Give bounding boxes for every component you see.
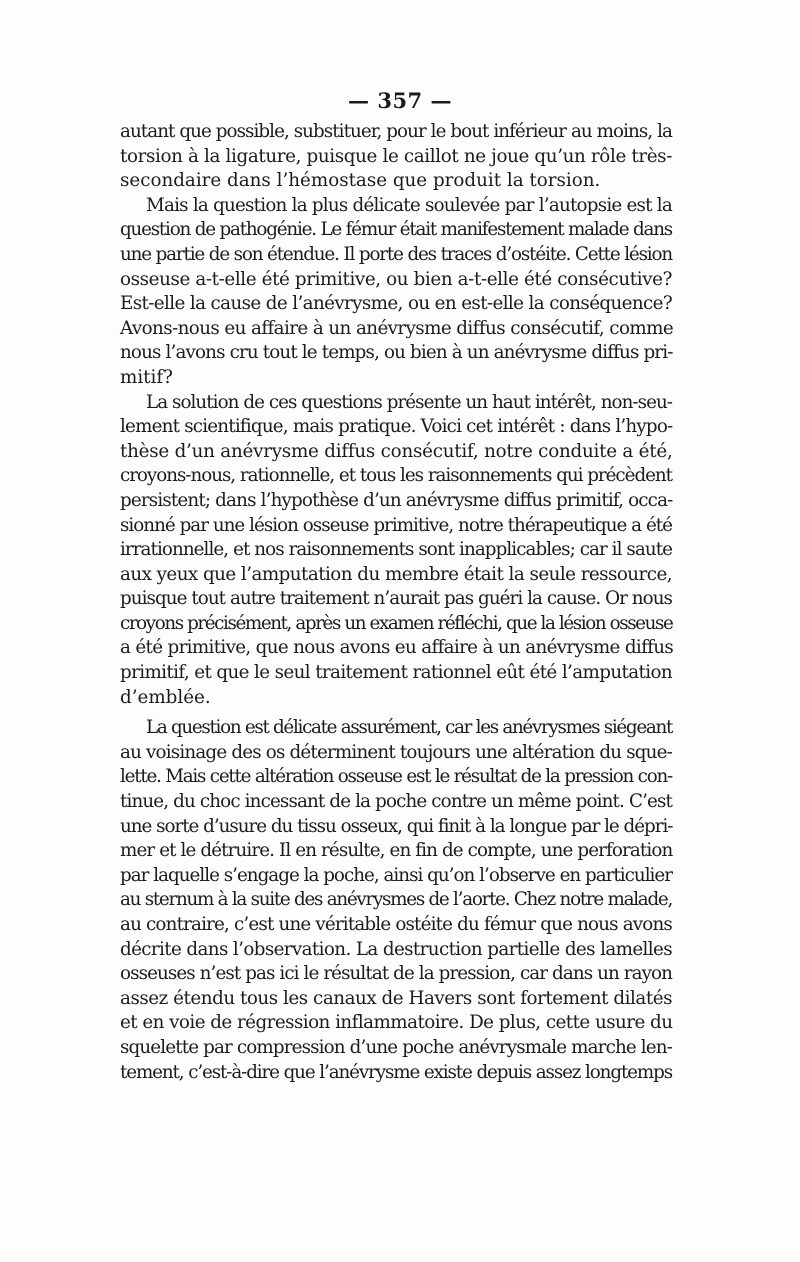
text-line: thèse d’un anévrysme diffus consécutif, notre conduite a été, — [120, 440, 673, 462]
text-line: persistent; dans l’hypothèse d’un anévrysme diffus primitif, occa- — [120, 489, 673, 511]
body-text — [120, 120, 672, 1085]
text-line: Mais la question la plus délicate soulevée par l’autopsie est la — [146, 194, 672, 216]
text-line: mer et le détruire. Il en résulte, en fin de compte, une perforation — [120, 840, 673, 862]
text-line: au contraire, c’est une véritable ostéite du fémur que nous avons — [120, 914, 672, 935]
text-line: décrite dans l’observation. La destruction partielle des lamelles — [120, 938, 672, 960]
text-line: croyons-nous, rationnelle, et tous les raisonnements qui précèdent — [120, 465, 672, 487]
text-line: au voisinage des os déterminent toujours une altération du sque- — [120, 741, 673, 763]
text-line: au sternum à la suite des anévrysmes de l’aorte. Chez notre malade, — [120, 889, 673, 911]
text-line: aux yeux que l’amputation du membre était la seule ressource, — [120, 563, 672, 585]
text-line: lette. Mais cette altération osseuse est le résultat de la pression con- — [120, 766, 672, 788]
text-line: question de pathogénie. Le fémur était manifestement malade dans — [120, 219, 672, 241]
text-line: et en voie de régression inflammatoire. De plus, cette usure du — [120, 1012, 673, 1034]
page-number: — 357 — — [348, 88, 452, 113]
text-line: La solution de ces questions présente un haut intérêt, non-seu- — [146, 391, 673, 413]
text-line: croyons précisément, après un examen réfléchi, que la lésion osseuse — [120, 612, 673, 634]
text-line: puisque tout autre traitement n’aurait pas guéri la cause. Or nous — [120, 588, 673, 610]
text-line: une sorte d’usure du tissu osseux, qui finit à la longue par le dépri- — [120, 815, 673, 837]
text-line: osseuses n’est pas ici le résultat de la pression, car dans un rayon — [120, 963, 672, 985]
text-line: torsion à la ligature, puisque le caillot ne joue qu’un rôle très- — [120, 145, 673, 167]
paragraph — [120, 716, 672, 1085]
text-line: squelette par compression d’une poche anévrysmale marche len- — [120, 1036, 672, 1058]
paragraph — [120, 194, 672, 391]
text-line: tinue, du choc incessant de la poche contre un même point. C’est — [120, 791, 672, 813]
text-line: osseuse a-t-elle été primitive, ou bien a-t-elle été consécutive? — [120, 268, 673, 290]
text-line: sionné par une lésion osseuse primitive, notre thérapeutique a été — [120, 514, 672, 536]
text-line: tement, c’est-à-dire que l’anévrysme existe depuis assez longtemps — [120, 1061, 672, 1083]
text-line: Est-elle la cause de l’anévrysme, ou en est-elle la conséquence? — [120, 293, 672, 315]
text-line: primitif, et que le seul traitement rationnel eût été l’amputation — [120, 662, 673, 684]
text-line: autant que possible, substituer, pour le bout inférieur au moins, la — [120, 121, 672, 142]
text-line: assez étendu tous les canaux de Havers sont fortement dilatés — [120, 987, 672, 1009]
text-line: d’emblée. — [120, 686, 211, 708]
text-line: lement scientifique, mais pratique. Voici cet intérêt : dans l’hypo- — [120, 416, 673, 438]
text-line: irrationnelle, et nos raisonnements sont inapplicables; car il saute — [120, 539, 673, 561]
text-line: La question est délicate assurément, car les anévrysmes siégeant — [146, 717, 673, 739]
paragraph — [120, 391, 672, 711]
text-line: secondaire dans l’hémostase que produit la torsion. — [120, 170, 601, 192]
text-line: mitif? — [120, 366, 173, 388]
text-line: par laquelle s’engage la poche, ainsi qu’on l’observe en particulier — [120, 864, 673, 886]
paragraph — [120, 120, 672, 194]
text-line: a été primitive, que nous avons eu affaire à un anévrysme diffus — [120, 637, 674, 659]
text-line: nous l’avons cru tout le temps, ou bien à un anévrysme diffus pri- — [120, 342, 673, 364]
text-line: Avons-nous eu affaire à un anévrysme diffus consécutif, comme — [120, 317, 674, 339]
text-line: une partie de son étendue. Il porte des traces d’ostéite. Cette lésion — [120, 243, 672, 265]
